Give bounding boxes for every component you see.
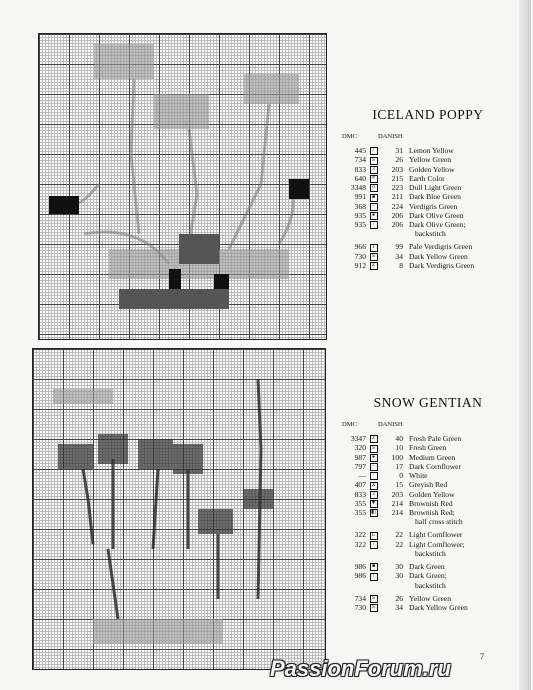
dmc-code: —	[358, 471, 366, 480]
stitch-symbol	[366, 443, 381, 452]
poppy-title: ICELAND POPPY	[372, 107, 484, 122]
danish-code: 99	[395, 242, 403, 252]
color-name-text: Fresh Green	[409, 443, 447, 453]
key-row	[338, 261, 518, 270]
danish-code: 22	[395, 539, 403, 549]
danish-code: 17	[395, 461, 403, 471]
dmc-code: 935	[354, 210, 366, 220]
color-name	[409, 603, 518, 612]
danish-code: 215	[391, 173, 403, 183]
danish-code: 26	[395, 155, 403, 165]
dmc-code: 355	[354, 508, 366, 517]
danish-code: 224	[391, 201, 403, 211]
danish-code: 206	[391, 210, 403, 220]
dmc-code: 797	[354, 461, 366, 471]
color-name-text: Dark Cornflower	[409, 461, 462, 471]
color-name	[409, 252, 518, 261]
color-name-text: Dark Olive Green	[409, 210, 464, 220]
stitch-symbol	[366, 594, 381, 603]
dmc-code: 730	[354, 602, 366, 612]
color-name-text: Yellow Green	[409, 593, 452, 603]
color-name	[409, 242, 518, 251]
key-row	[338, 508, 518, 526]
dmc-code: 640	[354, 173, 366, 183]
color-name-text: Fresh Pale Green	[409, 434, 462, 443]
danish-code: 34	[395, 251, 403, 261]
stitch-symbol	[366, 211, 381, 220]
key-row	[338, 540, 518, 558]
watermark: PassionForum.ru	[270, 656, 451, 681]
dmc-code: 407	[354, 480, 366, 490]
dmc-code: 322	[354, 530, 366, 540]
key-row	[338, 594, 518, 603]
color-name	[409, 183, 518, 192]
dmc-code: 912	[354, 260, 366, 270]
iceland-poppy-chart	[38, 33, 327, 340]
key-row	[338, 146, 518, 155]
symbol-icon: 3	[370, 491, 378, 499]
stitch-symbol	[366, 155, 381, 164]
dmc-code: 730	[354, 251, 366, 261]
symbol-icon: S	[370, 157, 378, 165]
key-row	[338, 603, 518, 612]
color-name-text: Dark Yellow Green	[409, 251, 468, 261]
snow-gentian-chart	[32, 348, 326, 670]
dmc-code: 734	[354, 593, 366, 603]
danish-code: 15	[395, 480, 403, 490]
dmc-code: 734	[354, 155, 366, 165]
key-row	[338, 202, 518, 211]
symbol-icon: S	[370, 445, 378, 453]
danish-code: 223	[391, 183, 403, 192]
color-note: half cross stitch	[415, 517, 463, 527]
color-name-text: Dark Verdigris Green	[409, 260, 475, 270]
key-row	[338, 562, 518, 571]
dmc-code: 986	[354, 571, 366, 581]
color-name-text: Golden Yellow	[409, 164, 455, 174]
color-name	[409, 192, 518, 201]
danish-code: 214	[391, 508, 403, 517]
danish-code: 31	[395, 146, 403, 155]
symbol-icon: o	[370, 184, 378, 192]
symbol-icon: ■	[370, 563, 378, 571]
danish-code: 214	[391, 498, 403, 508]
key-row	[338, 252, 518, 261]
danish-code: 203	[391, 164, 403, 174]
stitch-symbol	[366, 603, 381, 612]
symbol-icon: Z	[370, 262, 378, 270]
danish-code: 211	[391, 192, 403, 202]
dmc-code: 833	[354, 164, 366, 174]
danish-code: 8	[399, 260, 403, 270]
dmc-code: 987	[354, 452, 366, 462]
symbol-icon: /	[370, 147, 378, 155]
color-name-text: Brownish Red	[409, 498, 453, 508]
color-name-text: Pale Verdigris Green	[409, 242, 473, 252]
stitch-symbol	[366, 508, 381, 517]
gentian-key-rows	[338, 434, 518, 612]
color-name	[409, 508, 518, 526]
symbol-icon: ◧	[371, 510, 376, 516]
symbol-icon: ·	[370, 472, 378, 480]
key-row	[338, 490, 518, 499]
color-name	[409, 155, 518, 164]
gentian-pattern	[33, 349, 325, 669]
symbol-icon: –	[370, 463, 378, 471]
color-name	[409, 165, 518, 174]
gentian-title: SNOW GENTIAN	[373, 395, 483, 410]
danish-header: DANISH	[378, 133, 403, 140]
symbol-icon: S	[370, 604, 378, 612]
dmc-code: 322	[354, 539, 366, 549]
key-row	[338, 211, 518, 220]
dmc-code: 355	[354, 498, 366, 508]
color-name	[409, 540, 518, 558]
danish-header: DANISH	[378, 421, 403, 428]
stitch-symbol	[366, 480, 381, 489]
color-name	[409, 499, 518, 508]
stitch-symbol	[366, 462, 381, 471]
symbol-icon: \	[370, 221, 378, 229]
key-row	[338, 242, 518, 251]
color-name	[409, 594, 518, 603]
danish-code: 30	[395, 571, 403, 581]
color-name-text: Golden Yellow	[409, 489, 455, 499]
stitch-symbol	[366, 571, 381, 580]
color-name-text: Light Cornflower;	[409, 539, 465, 549]
symbol-icon: S	[370, 253, 378, 261]
key-row	[338, 471, 518, 480]
color-name-text: Medium Green	[409, 452, 456, 462]
poppy-column-headers	[338, 133, 518, 140]
page-number: 7	[480, 652, 484, 661]
key-row	[338, 174, 518, 183]
stitch-symbol	[366, 453, 381, 462]
stitch-symbol	[366, 434, 381, 443]
key-row	[338, 183, 518, 192]
symbol-icon: S	[370, 595, 378, 603]
color-name-text: Light Cornflower	[409, 530, 463, 540]
color-name-text: Lemon Yellow	[409, 146, 454, 155]
poppy-pattern	[39, 34, 326, 339]
color-note: backstitch	[415, 580, 446, 590]
danish-code: 26	[395, 593, 403, 603]
color-name	[409, 211, 518, 220]
color-note: backstitch	[415, 229, 446, 239]
danish-code: 206	[391, 220, 403, 229]
stitch-symbol	[366, 174, 381, 183]
danish-code: 40	[395, 434, 403, 443]
color-name	[409, 471, 518, 480]
color-name	[409, 571, 518, 589]
key-row	[338, 499, 518, 508]
symbol-icon: ⁞	[370, 573, 378, 581]
dmc-code: 368	[354, 201, 366, 211]
color-name	[409, 453, 518, 462]
dmc-header: DMC	[342, 133, 357, 140]
key-row	[338, 462, 518, 471]
color-name	[409, 174, 518, 183]
poppy-key-rows	[338, 146, 518, 270]
color-name	[409, 443, 518, 452]
symbol-icon: ■	[370, 194, 378, 202]
key-row	[338, 443, 518, 452]
color-name	[409, 202, 518, 211]
dmc-code: 986	[354, 562, 366, 572]
symbol-icon: #	[370, 175, 378, 183]
color-name	[409, 480, 518, 489]
key-row	[338, 192, 518, 201]
stitch-symbol	[366, 165, 381, 174]
symbol-icon: ●	[370, 212, 378, 220]
gentian-column-headers	[338, 421, 518, 428]
symbol-icon: I	[370, 244, 378, 252]
stitch-symbol	[366, 261, 381, 270]
dmc-code: 833	[354, 489, 366, 499]
stitch-symbol	[366, 562, 381, 571]
color-name	[409, 261, 518, 270]
color-name	[409, 530, 518, 539]
color-name	[409, 490, 518, 499]
color-name-text: White	[409, 471, 428, 480]
color-name-text: Dark Blue Green	[409, 192, 461, 202]
danish-code: 0	[399, 471, 403, 480]
danish-code: 30	[395, 562, 403, 572]
color-name-text: Brownish Red;	[409, 508, 455, 517]
danish-code: 34	[395, 602, 403, 612]
key-row	[338, 155, 518, 164]
stitch-symbol	[366, 499, 381, 508]
dmc-header: DMC	[342, 421, 357, 428]
key-row	[338, 434, 518, 443]
key-row	[338, 165, 518, 174]
dmc-code: 320	[354, 443, 366, 453]
key-row	[338, 571, 518, 589]
symbol-icon: ⁞	[370, 541, 378, 549]
danish-code: 100	[391, 452, 403, 462]
stitch-symbol	[366, 540, 381, 549]
symbol-icon: ▼	[371, 501, 376, 506]
color-note: backstitch	[415, 548, 446, 558]
stitch-symbol	[366, 490, 381, 499]
key-row	[338, 480, 518, 489]
danish-code: 22	[395, 530, 403, 540]
color-name-text: Greyish Red	[409, 480, 448, 490]
stitch-symbol	[366, 530, 381, 539]
color-name-text: Earth Color	[409, 173, 445, 183]
dmc-code: 966	[354, 242, 366, 252]
page-edge	[519, 0, 531, 690]
key-row	[338, 530, 518, 539]
symbol-icon: Z	[370, 435, 378, 443]
symbol-icon: 3	[370, 166, 378, 174]
color-name-text: Dark Yellow Green	[409, 602, 468, 612]
stitch-symbol	[366, 192, 381, 201]
gentian-color-key	[338, 395, 518, 612]
stitch-symbol	[366, 242, 381, 251]
stitch-symbol	[366, 202, 381, 211]
color-name	[409, 146, 518, 155]
poppy-color-key	[338, 107, 518, 270]
symbol-icon: X	[370, 482, 378, 490]
stitch-symbol	[366, 146, 381, 155]
color-name-text: Dark Green;	[409, 571, 447, 581]
symbol-icon: ●	[370, 454, 378, 462]
color-name-text: Dark Green	[409, 562, 445, 572]
dmc-code: 3347	[350, 434, 366, 443]
color-name-text: Dark Olive Green;	[409, 220, 466, 229]
dmc-code: 935	[354, 220, 366, 229]
stitch-symbol	[366, 220, 381, 229]
color-name	[409, 562, 518, 571]
color-name-text: Verdigris Green	[409, 201, 458, 211]
danish-code: 10	[395, 443, 403, 453]
stitch-symbol	[366, 471, 381, 480]
color-name-text: Dull Light Green	[409, 183, 462, 192]
danish-code: 203	[391, 489, 403, 499]
color-name	[409, 220, 518, 238]
color-name	[409, 462, 518, 471]
stitch-symbol	[366, 183, 381, 192]
stitch-symbol	[366, 252, 381, 261]
key-row	[338, 220, 518, 238]
symbol-icon: L	[370, 532, 378, 540]
color-name-text: Yellow Green	[409, 155, 452, 165]
color-name	[409, 434, 518, 443]
dmc-code: 991	[354, 192, 366, 202]
key-row	[338, 453, 518, 462]
dmc-code: 445	[354, 146, 366, 155]
symbol-icon: –	[370, 203, 378, 211]
dmc-code: 3348	[350, 183, 366, 192]
